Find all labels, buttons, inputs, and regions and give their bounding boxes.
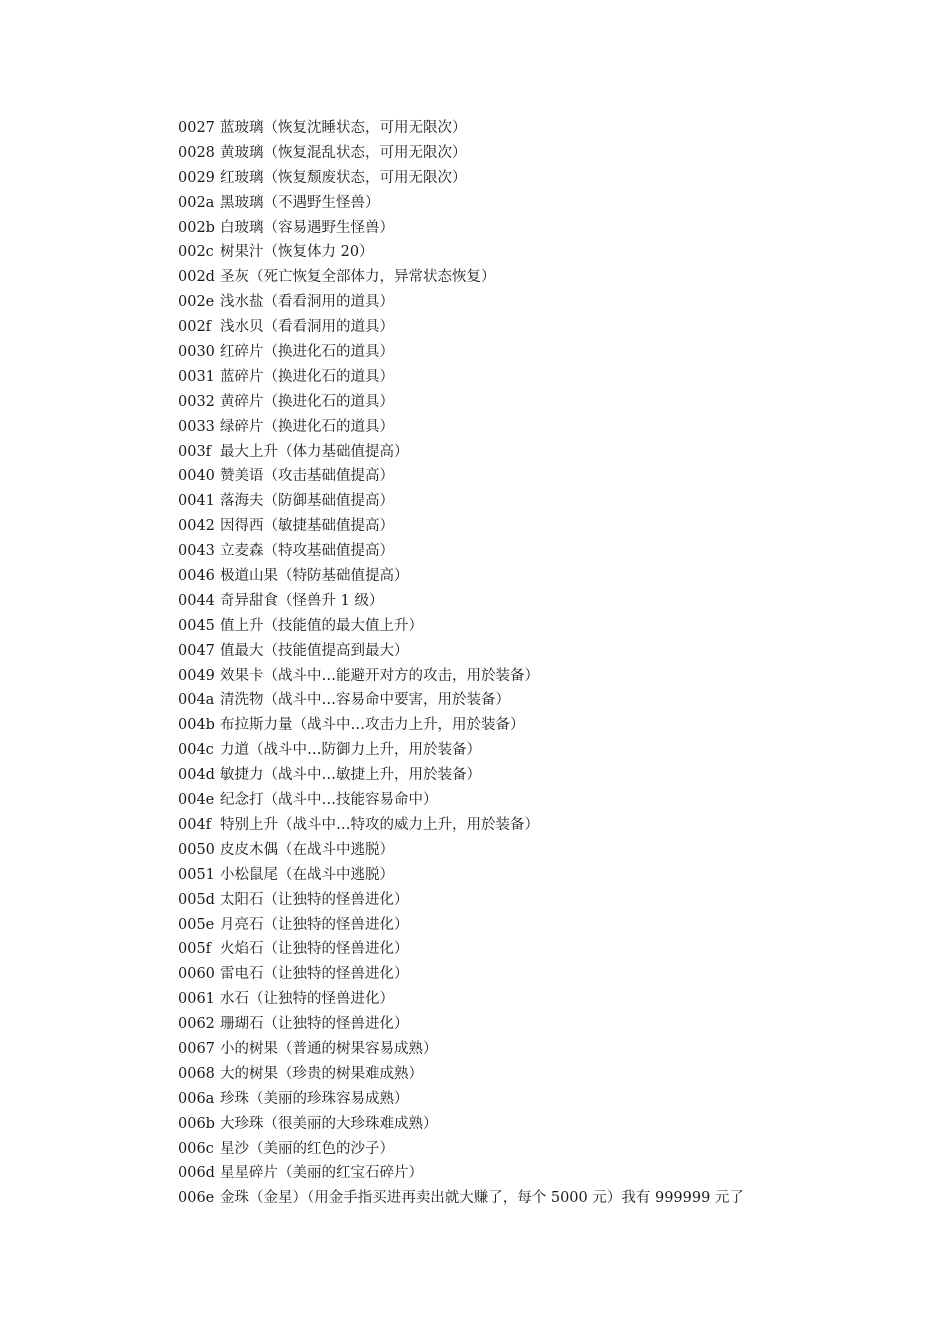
item-description: 星星碎片（美丽的红宝石碎片） — [220, 1165, 423, 1182]
item-code: 0068 — [178, 1065, 215, 1082]
list-item — [178, 564, 898, 589]
item-description: 红玻璃（恢复颓废状态，可用无限次） — [220, 169, 467, 186]
item-description: 效果卡（战斗中…能避开对方的攻击，用於装备） — [220, 667, 539, 684]
item-description: 大珍珠（很美丽的大珍珠难成熟） — [220, 1115, 438, 1132]
list-item — [178, 913, 898, 938]
item-description: 圣灰（死亡恢复全部体力，异常状态恢复） — [220, 269, 496, 286]
list-item — [178, 738, 898, 763]
list-item — [178, 265, 898, 290]
item-description: 月亮石（让独特的怪兽进化） — [220, 916, 409, 933]
item-code: 004d — [178, 767, 215, 784]
item-code: 0051 — [178, 866, 215, 883]
item-description: 立麦森（特攻基础值提高） — [220, 543, 394, 560]
list-item — [178, 191, 898, 216]
item-code: 0043 — [178, 543, 215, 560]
item-code: 0047 — [178, 642, 215, 659]
item-code: 004c — [178, 742, 214, 759]
list-item — [178, 987, 898, 1012]
list-item — [178, 863, 898, 888]
list-item — [178, 166, 898, 191]
item-description: 纪念打（战斗中…技能容易命中） — [220, 792, 438, 809]
item-code: 006e — [178, 1190, 215, 1207]
item-code: 006a — [178, 1090, 215, 1107]
item-description: 蓝碎片（换进化石的道具） — [220, 368, 394, 385]
list-item — [178, 788, 898, 813]
item-description: 小松鼠尾（在战斗中逃脱） — [220, 866, 394, 883]
item-description: 特别上升（战斗中…特攻的威力上升，用於装备） — [220, 816, 539, 833]
item-description: 浅水盐（看看洞用的道具） — [220, 294, 394, 311]
list-item — [178, 1137, 898, 1162]
item-description: 黑玻璃（不遇野生怪兽） — [220, 194, 380, 211]
item-code: 0030 — [178, 344, 215, 361]
item-description: 星沙（美丽的红色的沙子） — [220, 1140, 394, 1157]
list-item — [178, 664, 898, 689]
item-code: 0061 — [178, 991, 215, 1008]
list-item — [178, 1062, 898, 1087]
item-code: 002e — [178, 294, 215, 311]
item-code: 0041 — [178, 493, 215, 510]
item-description: 珊瑚石（让独特的怪兽进化） — [220, 1016, 409, 1033]
item-code: 0027 — [178, 120, 215, 136]
item-code: 005e — [178, 916, 215, 933]
list-item — [178, 1186, 898, 1211]
item-description: 红碎片（换进化石的道具） — [220, 344, 394, 361]
list-item — [178, 415, 898, 440]
item-code: 0032 — [178, 393, 215, 410]
item-description: 落海夫（防御基础值提高） — [220, 493, 394, 510]
item-code: 0046 — [178, 568, 215, 585]
item-description: 奇异甜食（怪兽升 1 级） — [220, 592, 384, 609]
item-description: 力道（战斗中…防御力上升，用於装备） — [220, 742, 481, 759]
item-code: 0042 — [178, 518, 215, 535]
item-description: 黄碎片（换进化石的道具） — [220, 393, 394, 410]
list-item — [178, 888, 898, 913]
item-description: 赞美语（攻击基础值提高） — [220, 468, 394, 485]
item-description: 珍珠（美丽的珍珠容易成熟） — [220, 1090, 409, 1107]
item-code: 0028 — [178, 144, 215, 161]
list-item — [178, 489, 898, 514]
item-code: 0040 — [178, 468, 215, 485]
item-description: 大的树果（珍贵的树果难成熟） — [220, 1065, 423, 1082]
item-description: 蓝玻璃（恢复沈睡状态，可用无限次） — [220, 120, 467, 136]
item-description: 绿碎片（换进化石的道具） — [220, 418, 394, 435]
list-item — [178, 440, 898, 465]
item-code: 0050 — [178, 841, 215, 858]
item-description: 敏捷力（战斗中…敏捷上升，用於装备） — [220, 767, 481, 784]
item-description: 皮皮木偶（在战斗中逃脱） — [220, 841, 394, 858]
item-code: 005d — [178, 891, 215, 908]
item-code: 006b — [178, 1115, 215, 1132]
item-code: 002b — [178, 219, 215, 236]
item-description: 雷电石（让独特的怪兽进化） — [220, 966, 409, 983]
item-description: 浅水贝（看看洞用的道具） — [220, 319, 394, 336]
list-item — [178, 141, 898, 166]
item-description: 小的树果（普通的树果容易成熟） — [220, 1040, 438, 1057]
item-description: 值上升（技能值的最大值上升） — [220, 617, 423, 634]
list-item — [178, 365, 898, 390]
item-code: 004a — [178, 692, 215, 709]
list-item — [178, 340, 898, 365]
item-code: 002c — [178, 244, 214, 261]
item-code: 002f — [178, 319, 212, 336]
item-code-list — [178, 116, 898, 1211]
list-item — [178, 216, 898, 241]
item-code: 0060 — [178, 966, 215, 983]
list-item — [178, 1087, 898, 1112]
list-item — [178, 1037, 898, 1062]
list-item — [178, 240, 898, 265]
item-code: 005f — [178, 941, 212, 958]
item-code: 002a — [178, 194, 215, 211]
item-description: 黄玻璃（恢复混乱状态，可用无限次） — [220, 144, 467, 161]
item-description: 白玻璃（容易遇野生怪兽） — [220, 219, 394, 236]
list-item — [178, 589, 898, 614]
item-code: 0029 — [178, 169, 215, 186]
list-item — [178, 1161, 898, 1186]
item-code: 0031 — [178, 368, 215, 385]
list-item — [178, 1012, 898, 1037]
item-description: 清洗物（战斗中…容易命中要害，用於装备） — [220, 692, 510, 709]
list-item — [178, 639, 898, 664]
list-item — [178, 1112, 898, 1137]
list-item — [178, 962, 898, 987]
item-description: 树果汁（恢复体力 20） — [220, 244, 374, 261]
list-item — [178, 116, 898, 141]
item-code: 0045 — [178, 617, 215, 634]
list-item — [178, 315, 898, 340]
list-item — [178, 464, 898, 489]
list-item — [178, 838, 898, 863]
item-code: 0033 — [178, 418, 215, 435]
item-code: 003f — [178, 443, 212, 460]
item-code: 006d — [178, 1165, 215, 1182]
list-item — [178, 688, 898, 713]
item-description: 太阳石（让独特的怪兽进化） — [220, 891, 409, 908]
item-code: 004f — [178, 816, 212, 833]
list-item — [178, 390, 898, 415]
item-code: 006c — [178, 1140, 214, 1157]
item-description: 布拉斯力量（战斗中…攻击力上升，用於装备） — [220, 717, 525, 734]
item-description: 极道山果（特防基础值提高） — [220, 568, 409, 585]
list-item — [178, 813, 898, 838]
item-code: 0044 — [178, 592, 215, 609]
list-item — [178, 937, 898, 962]
item-description: 值最大（技能值提高到最大） — [220, 642, 409, 659]
item-code: 0049 — [178, 667, 215, 684]
item-code: 002d — [178, 269, 215, 286]
list-item — [178, 614, 898, 639]
item-code: 004b — [178, 717, 215, 734]
list-item — [178, 763, 898, 788]
item-description: 最大上升（体力基础值提高） — [220, 443, 409, 460]
list-item — [178, 539, 898, 564]
list-item — [178, 290, 898, 315]
list-item — [178, 713, 898, 738]
item-code: 0062 — [178, 1016, 215, 1033]
item-description: 金珠（金星）（用金手指买进再卖出就大赚了，每个 5000 元）我有 999999 元了 — [220, 1190, 744, 1207]
item-code: 004e — [178, 792, 215, 809]
item-code: 0067 — [178, 1040, 215, 1057]
list-item — [178, 514, 898, 539]
item-description: 火焰石（让独特的怪兽进化） — [220, 941, 409, 958]
item-description: 因得西（敏捷基础值提高） — [220, 518, 394, 535]
item-description: 水石（让独特的怪兽进化） — [220, 991, 394, 1008]
